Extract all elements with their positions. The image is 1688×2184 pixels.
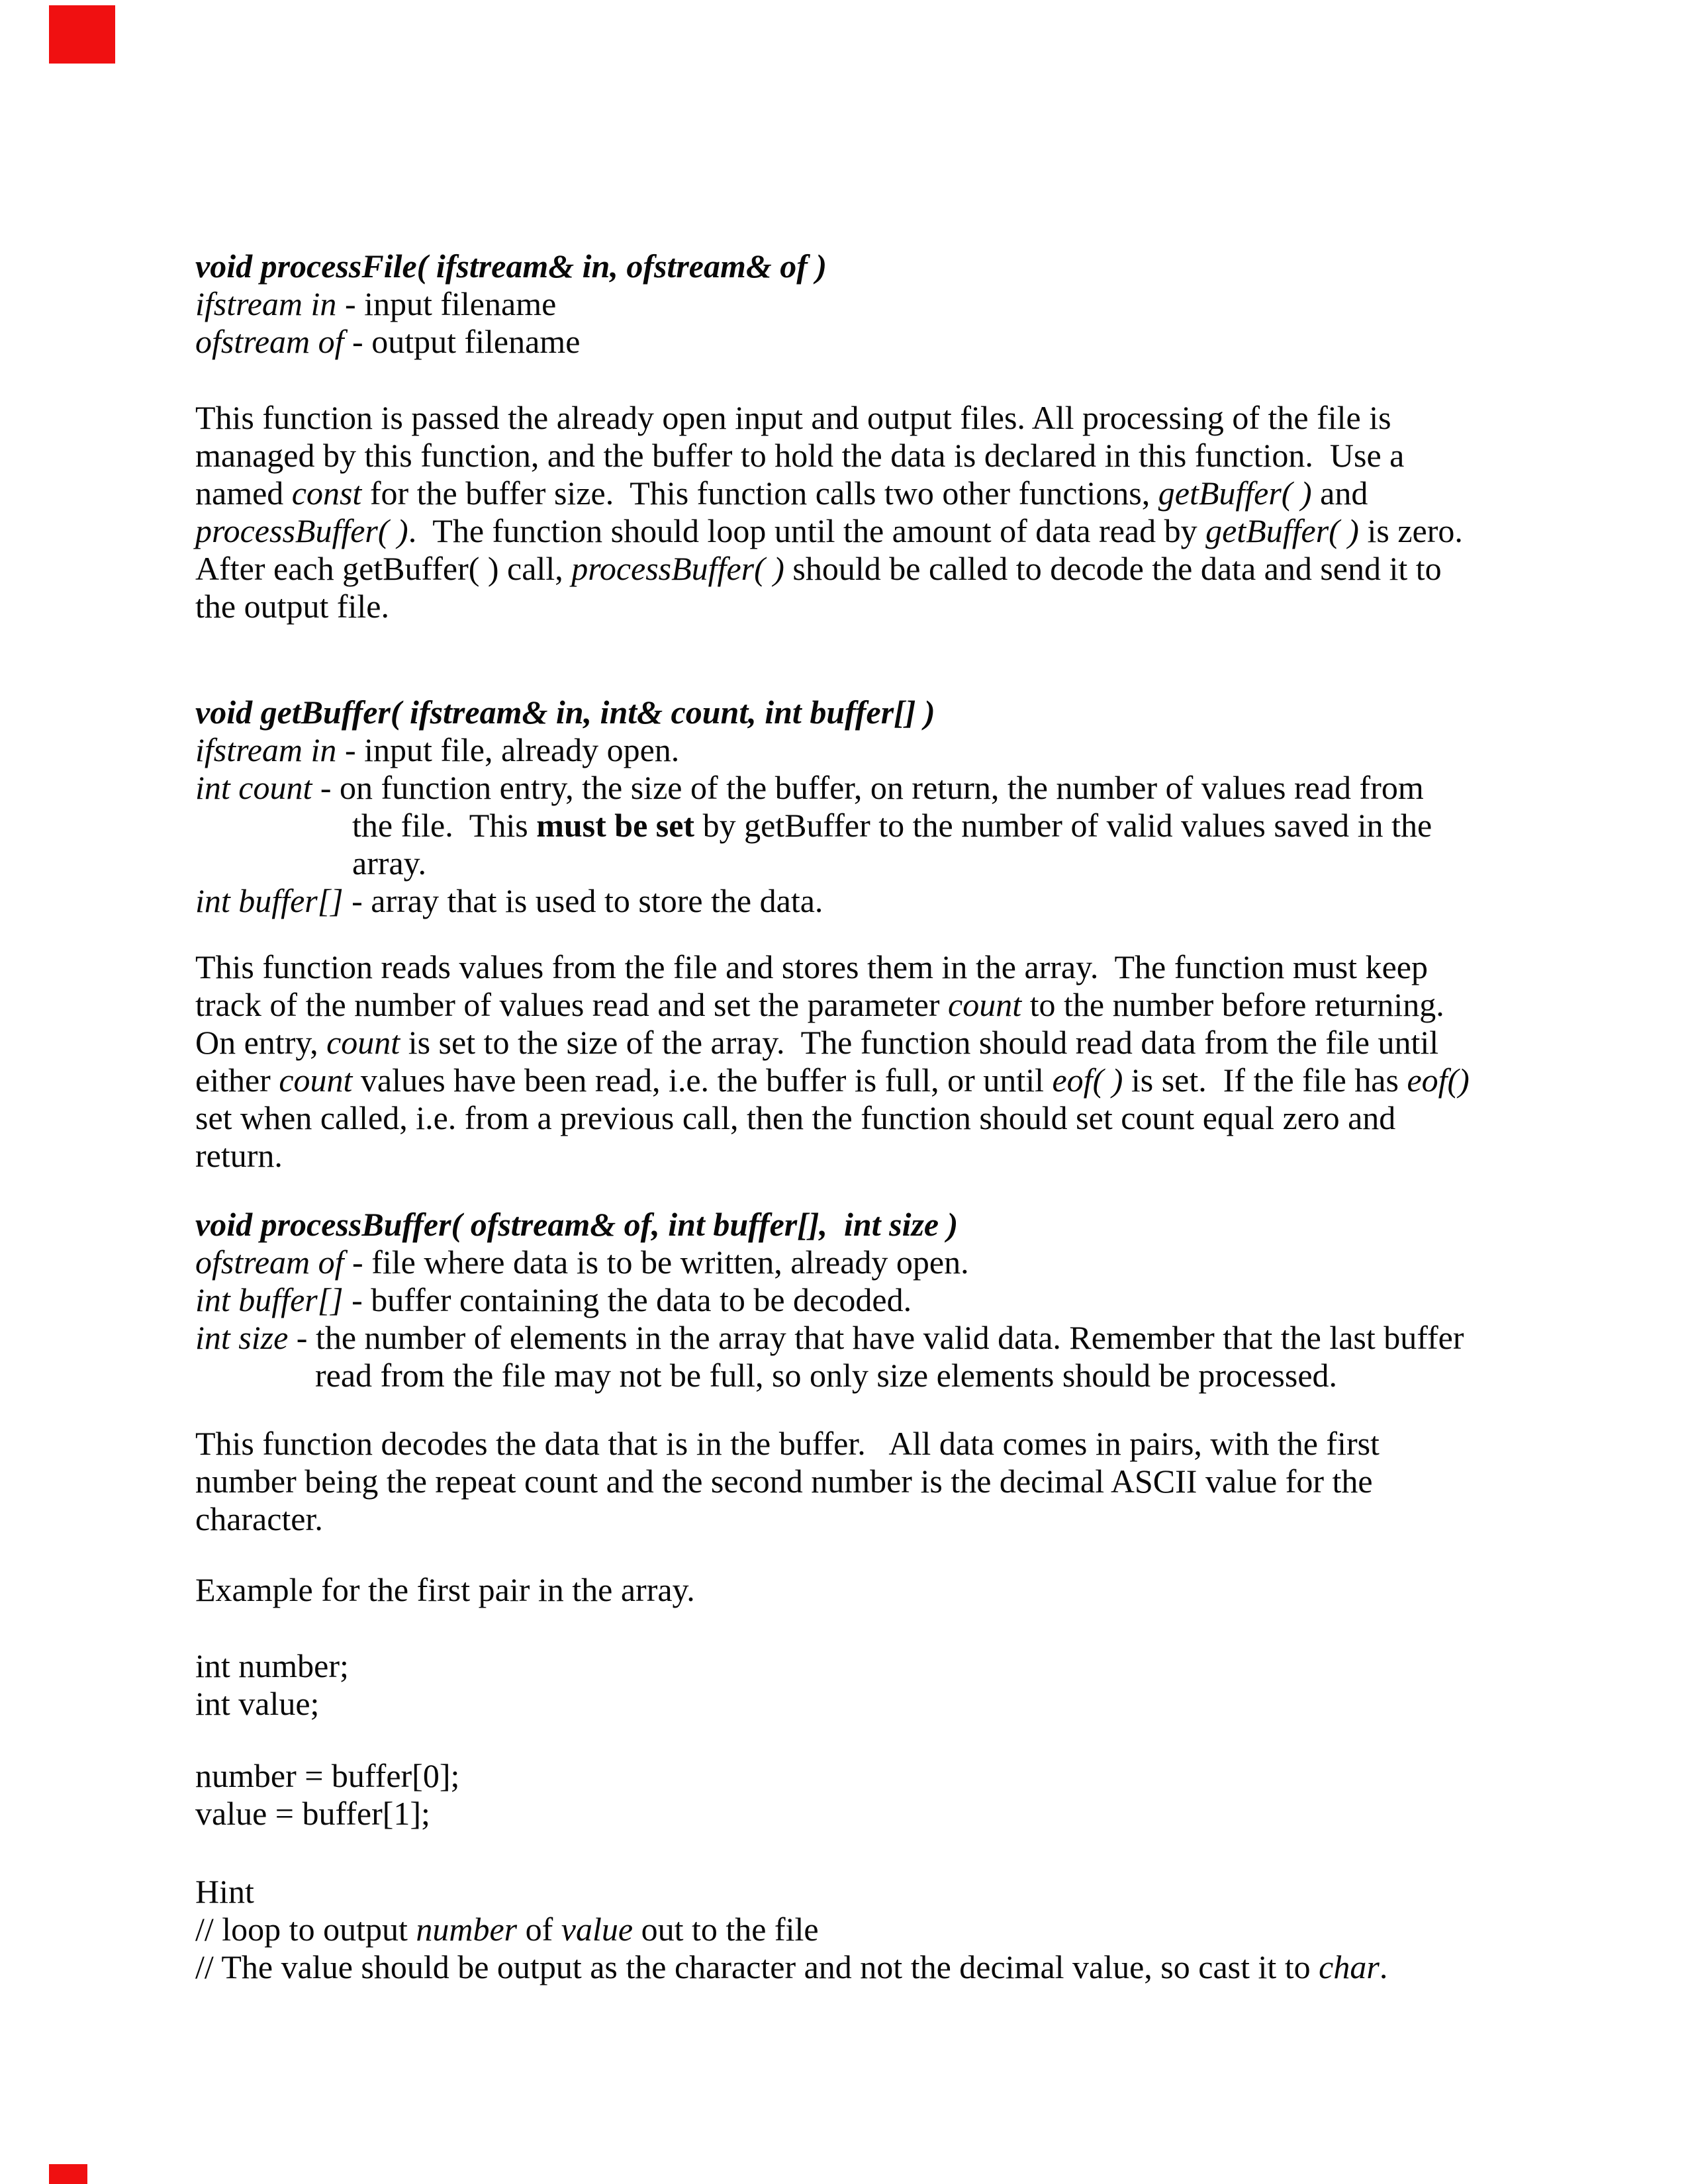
- text-run: to the number before returning.: [1021, 986, 1444, 1023]
- text-line: [195, 285, 1506, 323]
- text-run: is set. If the file has: [1123, 1062, 1407, 1099]
- text-run: Hint: [195, 1873, 254, 1910]
- text-run: either: [195, 1062, 279, 1099]
- text-line: [195, 986, 1506, 1024]
- text-run: count: [326, 1024, 400, 1061]
- text-run: for the buffer size. This function calls two other functions,: [361, 475, 1158, 512]
- text-line: [195, 844, 1506, 882]
- text-run: return.: [195, 1137, 283, 1174]
- text-run: - array that is used to store the data.: [343, 882, 823, 919]
- text-line: [195, 512, 1506, 550]
- text-run: count: [948, 986, 1022, 1023]
- text-run: must be set: [536, 807, 695, 844]
- text-run: - buffer containing the data to be decoded.: [343, 1281, 912, 1318]
- text-line: [195, 475, 1506, 512]
- text-line: [195, 1319, 1506, 1357]
- text-run: number: [416, 1911, 518, 1948]
- text-run: is zero.: [1358, 512, 1463, 549]
- processfile-signature-block: [195, 248, 1506, 361]
- text-run: // loop to output: [195, 1911, 416, 1948]
- text-run: const: [291, 475, 362, 512]
- text-run: - input filename: [336, 285, 557, 322]
- text-run: int buffer[]: [195, 1281, 344, 1318]
- text-line: [195, 1647, 1506, 1685]
- text-line: [195, 948, 1506, 986]
- text-line: [195, 323, 1506, 361]
- text-line: [195, 1024, 1506, 1062]
- text-run: char: [1319, 1948, 1380, 1985]
- text-line: [195, 1357, 1506, 1394]
- text-run: . The function should loop until the amount of data read by: [408, 512, 1206, 549]
- text-line: [195, 1757, 1506, 1795]
- text-run: by getBuffer to the number of valid values saved in the: [694, 807, 1432, 844]
- text-run: number being the repeat count and the second number is the decimal ASCII value for the: [195, 1463, 1373, 1500]
- getbuffer-signature-block: [195, 694, 1506, 920]
- hint-block: [195, 1873, 1506, 1986]
- text-run: This function reads values from the file and stores them in the array. The function must keep: [195, 948, 1428, 985]
- text-line: [195, 399, 1506, 437]
- text-run: read from the file may not be full, so only size elements should be processed.: [315, 1357, 1338, 1394]
- text-line: [195, 1873, 1506, 1911]
- text-line: [195, 1500, 1506, 1538]
- text-line: [195, 1137, 1506, 1175]
- text-run: int value;: [195, 1685, 320, 1722]
- red-corner-mark-top-left: [49, 5, 115, 64]
- text-line: [195, 1244, 1506, 1281]
- text-line: [195, 588, 1506, 625]
- text-run: eof(): [1407, 1062, 1470, 1099]
- text-line: [195, 1948, 1506, 1986]
- text-line: [195, 1425, 1506, 1463]
- processbuffer-signature-block: [195, 1206, 1506, 1394]
- text-run: count: [279, 1062, 353, 1099]
- text-line: [195, 882, 1506, 920]
- text-line: [195, 1206, 1506, 1244]
- text-line: [195, 807, 1506, 844]
- text-run: void processBuffer( ofstream& of, int buffer[], int size ): [195, 1206, 959, 1243]
- text-run: processBuffer( ): [195, 512, 408, 549]
- text-run: values have been read, i.e. the buffer is full, or until: [352, 1062, 1053, 1099]
- text-line: [195, 1062, 1506, 1099]
- text-run: void getBuffer( ifstream& in, int& count, int buffer[] ): [195, 694, 935, 731]
- text-run: of: [517, 1911, 561, 1948]
- text-run: named: [195, 475, 292, 512]
- text-run: ofstream of: [195, 1244, 344, 1281]
- text-run: processBuffer( ): [571, 550, 784, 587]
- text-run: ofstream of: [195, 323, 344, 360]
- processfile-description-paragraph: [195, 399, 1506, 625]
- processbuffer-description-paragraph: [195, 1425, 1506, 1538]
- text-line: [195, 437, 1506, 475]
- text-run: track of the number of values read and set the parameter: [195, 986, 948, 1023]
- text-line: [195, 550, 1506, 588]
- text-line: [195, 731, 1506, 769]
- text-run: - on function entry, the size of the buffer, on return, the number of values read from: [312, 769, 1424, 806]
- text-run: // The value should be output as the character and not the decimal value, so cast it to: [195, 1948, 1319, 1985]
- text-run: void processFile( ifstream& in, ofstream& of ): [195, 248, 827, 285]
- text-run: int count: [195, 769, 312, 806]
- text-run: is set to the size of the array. The function should read data from the file until: [400, 1024, 1439, 1061]
- text-run: array.: [352, 844, 426, 882]
- text-run: - output filename: [344, 323, 581, 360]
- text-run: set when called, i.e. from a previous call, then the function should set count equal zero and: [195, 1099, 1396, 1136]
- text-run: After each getBuffer( ) call,: [195, 550, 572, 587]
- text-line: [195, 1463, 1506, 1500]
- text-run: On entry,: [195, 1024, 327, 1061]
- text-run: - file where data is to be written, already open.: [344, 1244, 969, 1281]
- text-run: out to the file: [633, 1911, 819, 1948]
- text-run: Example for the first pair in the array.: [195, 1571, 695, 1608]
- declarations-code-block: [195, 1647, 1506, 1723]
- text-line: [195, 769, 1506, 807]
- text-run: value = buffer[1];: [195, 1795, 430, 1832]
- text-run: int buffer[]: [195, 882, 344, 919]
- text-run: This function is passed the already open input and output files. All processing of the file is: [195, 399, 1391, 436]
- text-run: and: [1311, 475, 1368, 512]
- text-line: [195, 1795, 1506, 1833]
- text-run: int number;: [195, 1647, 349, 1684]
- text-line: [195, 1911, 1506, 1948]
- text-run: number = buffer[0];: [195, 1757, 460, 1794]
- text-run: .: [1379, 1948, 1388, 1985]
- text-run: - input file, already open.: [336, 731, 680, 768]
- assignments-code-block: [195, 1757, 1506, 1833]
- text-line: [195, 248, 1506, 285]
- text-run: managed by this function, and the buffer to hold the data is declared in this function. Use a: [195, 437, 1405, 474]
- text-run: ifstream in: [195, 285, 337, 322]
- text-run: ifstream in: [195, 731, 337, 768]
- text-line: [195, 1281, 1506, 1319]
- text-run: getBuffer( ): [1158, 475, 1312, 512]
- text-run: - the number of elements in the array that have valid data. Remember that the last buffer: [288, 1319, 1464, 1356]
- text-run: character.: [195, 1500, 323, 1537]
- text-line: [195, 1099, 1506, 1137]
- text-run: getBuffer( ): [1205, 512, 1359, 549]
- text-line: [195, 1571, 1506, 1609]
- text-run: should be called to decode the data and send it to: [784, 550, 1442, 587]
- text-line: [195, 694, 1506, 731]
- getbuffer-description-paragraph: [195, 948, 1506, 1175]
- text-line: [195, 1685, 1506, 1723]
- example-intro-line: [195, 1571, 1506, 1609]
- text-run: int size: [195, 1319, 289, 1356]
- text-run: This function decodes the data that is in the buffer. All data comes in pairs, with the first: [195, 1425, 1380, 1462]
- red-corner-mark-bottom-left: [49, 2164, 87, 2184]
- text-run: the output file.: [195, 588, 389, 625]
- text-run: the file. This: [352, 807, 537, 844]
- text-run: value: [561, 1911, 633, 1948]
- text-run: eof( ): [1052, 1062, 1123, 1099]
